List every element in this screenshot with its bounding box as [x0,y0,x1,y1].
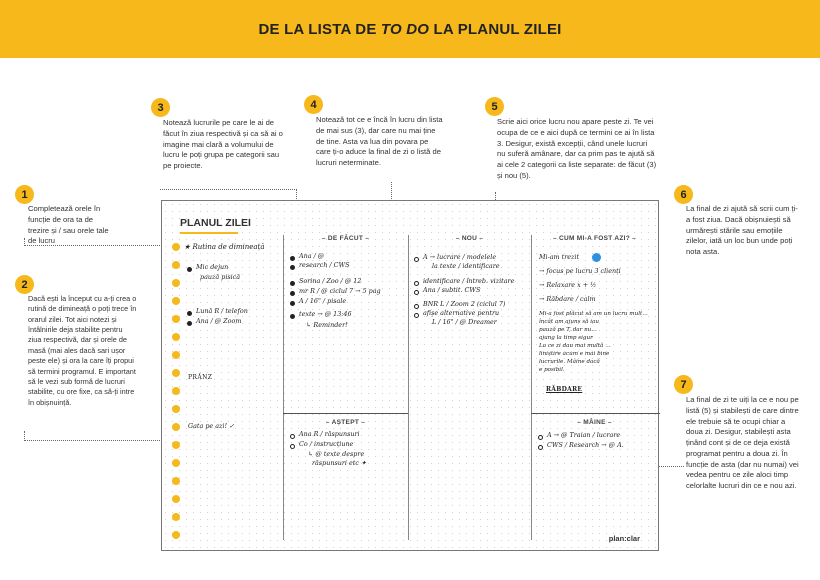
feel-item: e posibil. [539,367,565,373]
schedule-marker [187,311,192,316]
new-item: A → lucrare / modelele [423,253,497,261]
section-header-todo: – DE FĂCUT – [321,235,370,242]
hour-dot [172,459,180,467]
hour-dot [172,279,180,287]
todo-bullet [290,256,295,261]
todo-item: texte → @ 13:46 [299,310,352,318]
step-note-5: Scrie aici orice lucru nou apare peste zi. Te vei ocupa de ce e aici după ce termini ce ai în lista 3. Desigur, există excepții, când unele lucruri nu suferă amânare, dar ca prim pas te ajută să ai cele 2 categorii ca liste separate: de făcut (3) și nou (5). [497,117,657,180]
step-note-4: Notează tot ce e încă în lucru din lista de mai sus (3), dar care nu mai ține de tine. Asta va lua din povara pe care ți-o aduce la final de zi o listă de lucruri neterminate. [316,115,443,168]
hour-dot [172,405,180,413]
section-header-feel: – CUM MI-A FOST AZI? – [552,235,637,242]
hour-dot [172,243,180,251]
waiting-bullet [290,434,295,439]
step-badge-4: 4 [304,95,323,114]
feel-item: → focus pe lucru 3 clienți [539,267,621,275]
step-badge-2: 2 [15,275,34,294]
section-divider [531,413,660,414]
schedule-entry: Gata pe azi! ✓ [188,422,235,430]
schedule-marker [187,321,192,326]
feel-item: pauză pe T, dar nu… [539,327,597,333]
step-badge-1: 1 [15,185,34,204]
schedule-entry: ★ Rutina de dimineață [184,243,265,251]
section-header-tomorrow: – MÂINE – [577,419,612,426]
feel-item: Mi-am trezit [539,253,580,261]
new-item: BNR L / Zoom 2 (ciclul 7) [423,300,506,308]
step-badge-6: 6 [674,185,693,204]
hour-dot [172,423,180,431]
new-bullet [414,290,419,295]
new-item: identificare / întreb. vizitare [423,277,515,285]
todo-bullet [290,291,295,296]
tomorrow-item: CWS / Research → @ A. [547,441,624,449]
page-header [0,0,820,58]
todo-bullet [290,281,295,286]
hour-dot [172,531,180,539]
hour-dot [172,351,180,359]
hour-dot [172,441,180,449]
section-header-waiting: – AȘTEPT – [325,419,366,426]
step-badge-7: 7 [674,375,693,394]
hour-dot [172,369,180,377]
schedule-marker [187,267,192,272]
feel-item: → Relaxare x + ½ [539,281,597,289]
new-item: L / 16" / @ Dreamer [432,318,497,326]
mood-dot [592,253,601,262]
feel-item: La ce zi dau mai multă … [539,343,611,349]
hour-dot [172,495,180,503]
feel-item: liniștire acum e mai bine [539,351,610,357]
feel-item: ajung la timp sigur [539,335,593,341]
todo-item: Sorina / Zoo / @ 12 [299,277,362,285]
leader-line-1 [24,245,168,246]
section-divider [283,413,408,414]
schedule-entry: Mic dejun [196,263,229,271]
step-badge-3: 3 [151,98,170,117]
new-bullet [414,281,419,286]
schedule-entry: pauză pisică [200,273,241,281]
hour-dot [172,387,180,395]
hour-dot [172,477,180,485]
todo-item: ↳ Reminder! [306,321,348,329]
leader-line-3 [160,189,297,190]
section-header-new: – NOU – [455,235,484,242]
step-note-7: La final de zi te uiți la ce e nou pe listă (5) și stabilești de care dintre ele trebuie să te ocupi chiar a doua zi. Desigur, stabilești asta ținând cont și de ce deja există programat pentru a doua zi. În funcție de asta (dar nu numai) vei vedea pentru ce zile aloci timp celorlalte lucruri din ce e nou azi. [686,395,799,491]
column-divider [531,235,532,540]
waiting-item: răspunsuri etc ✦ [312,459,367,467]
step-badge-5: 5 [485,97,504,116]
step-note-3: Notează lucrurile pe care le ai de făcut în ziua respectivă și ca să ai o imagine mai clară a volumului de lucru le poți grupa pe categorii sau pe proiecte. [163,118,283,171]
schedule-entry: Ana / @ Zoom [196,317,242,325]
new-item: la texte / identificare [432,262,500,270]
column-divider [283,235,284,540]
todo-item: research / CWS [299,261,350,269]
waiting-bullet [290,444,295,449]
hour-dot [172,297,180,305]
title-underline [180,232,238,234]
waiting-item: ↳ @ texte despre [308,450,365,458]
new-item: afișe alternative pentru [423,309,500,317]
todo-item: A / 16" / pisale [299,297,347,305]
step-note-6: La final de zi ajută să scrii cum ți-a fost ziua. Dacă obișnuiești să urmărești stările sau emoțiile zilelor, iată un loc bun unde poți nota asta. [686,204,798,257]
schedule-entry: Lună R / telefon [196,307,248,315]
hour-dot [172,261,180,269]
feel-item: Mi-a fost plăcut să am un lucru mult… [539,311,648,317]
new-item: Ana / subtit. CWS [423,286,481,294]
brand-logo: plan:clar [608,534,640,543]
waiting-item: Ana R / răspunsuri [299,430,360,438]
feel-item: → Răbdare / calm [539,295,596,303]
todo-item: mr R / @ ciclul 7 → 5 pag [299,287,381,295]
hour-dot [172,333,180,341]
step-note-2: Dacă ești la început cu a-ți crea o rutină de dimineață o poți trece în orarul zilei. Tot aici notezi și întâlnirile deja stabilite pentru ziua respectivă, dar și orele de masă (mai ales dacă sari ușor peste ele) și ora la care îți propui să termini programul. E important să le vezi sub formă de lucruri stabilite, cu ore fixe, ca să-ți intre în obișnuință. [28,294,137,407]
column-divider [408,235,409,540]
planner-title: PLANUL ZILEI [180,217,251,229]
hour-dot [172,315,180,323]
new-bullet [414,304,419,309]
tomorrow-bullet [538,445,543,450]
todo-bullet [290,265,295,270]
new-bullet [414,313,419,318]
hour-dot [172,513,180,521]
planner-sheet [161,200,659,551]
tomorrow-item: A → @ Traian / lucrare [547,431,621,439]
waiting-item: Co / instrucțiune [299,440,354,448]
tomorrow-bullet [538,435,543,440]
page-title: DE LA LISTA DE TO DO LA PLANUL ZILEI [258,20,562,38]
feel-keyword: RĂBDARE [546,386,583,393]
schedule-entry: PRÂNZ [188,374,213,381]
todo-bullet [290,301,295,306]
step-note-1: Completează orele în funcție de ora ta de trezire și / sau orele tale de lucru [28,204,109,246]
todo-bullet [290,314,295,319]
new-bullet [414,257,419,262]
todo-item: Ana / @ [299,252,325,260]
feel-item: lucrurile. Mâine dacă [539,359,600,365]
feel-item: încât am ajuns să iau [539,319,599,325]
